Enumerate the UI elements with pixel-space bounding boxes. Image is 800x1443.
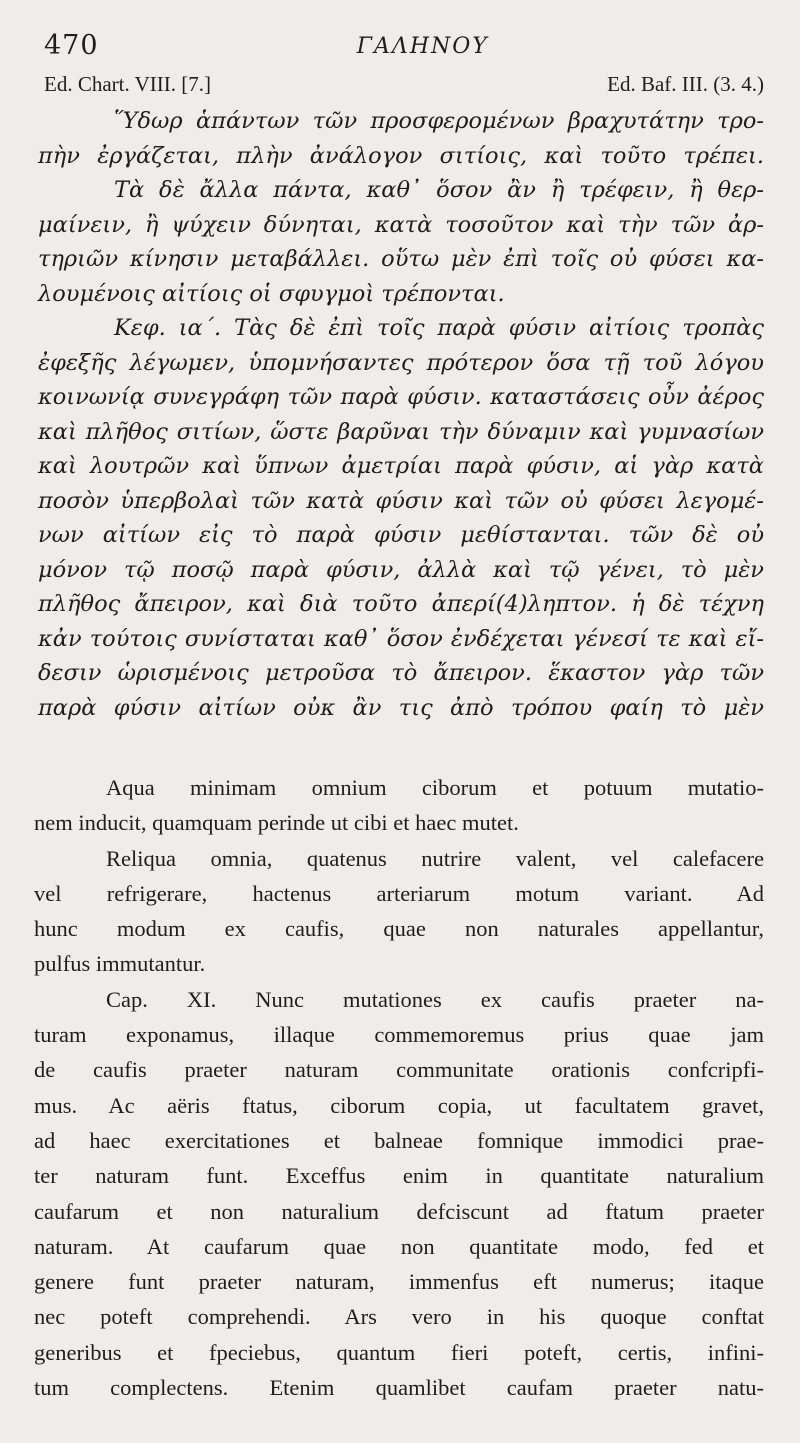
latin-line: Cap. XI. Nunc mutationes ex caufis praeter na- [106,986,764,1012]
greek-line: καὶ πλῆθος σιτίων, ὥστε βαρῦναι τὴν δύναμιν καὶ γυμνασίων [38,418,764,445]
latin-line: naturam. At caufarum quae non quantitate modo, fed et [34,1233,764,1259]
latin-line: vel refrigerare, hactenus arteriarum motum variant. Ad [34,880,764,906]
latin-line: pulfus immutantur. [34,951,206,977]
greek-line: μαίνειν, ἢ ψύχειν δύνηται, κατὰ τοσοῦτον καὶ τὴν τῶν ἀρ- [38,211,764,238]
latin-line: Reliqua omnia, quatenus nutrire valent, vel calefacere [106,845,764,871]
greek-line: ἐφεξῆς λέγωμεν, ὑπομνήσαντες πρότερον ὅσα τῇ τοῦ λόγου [38,349,764,376]
greek-text [38,104,764,725]
latin-line: ad haec exercitationes et balneae fomnique immodici prae- [34,1127,764,1153]
greek-line: νων αἰτίων εἰς τὸ παρὰ φύσιν μεθίστανται. τῶν δὲ οὐ [38,522,764,548]
greek-line: Τὰ δὲ ἄλλα πάντα, καθ᾽ ὅσον ἂν ἢ τρέφειν, ἢ θερ- [114,177,764,203]
latin-line: ter naturam funt. Exceffus enim in quantitate naturalium [34,1163,764,1189]
latin-line: tum complectens. Etenim quamlibet caufam praeter natu- [34,1375,764,1401]
greek-line: Κεφ. ια΄. Τὰς δὲ ἐπὶ τοῖς παρὰ φύσιν αἰτίοις τροπὰς [114,315,764,341]
greek-line: Ὕδωρ ἁπάντων τῶν προσφερομένων βραχυτάτην τρο- [114,108,764,134]
greek-line: πλῆθος ἄπειρον, καὶ διὰ τοῦτο ἀπερί(4)ληπτον. ἡ δὲ τέχνη [38,591,764,617]
greek-line: πὴν ἐργάζεται, πλὴν ἀνάλογον σιτίοις, καὶ τοῦτο τρέπει. [38,142,764,169]
latin-line: de caufis praeter naturam communitate orationis confcripfi- [34,1057,764,1083]
latin-line: genere funt praeter naturam, immenfus eft numerus; itaque [34,1269,764,1295]
edition-basel: Ed. Baf. III. (3. 4.) [607,72,764,96]
latin-line: caufarum et non naturalium defciscunt ad ftatum praeter [34,1198,764,1224]
latin-line: hunc modum ex caufis, quae non naturales appellantur, [34,916,764,942]
latin-translation [34,770,764,1405]
page-header [44,26,762,66]
greek-line: μόνον τῷ ποσῷ παρὰ φύσιν, ἀλλὰ καὶ τῷ γένει, τὸ μὲν [38,556,764,583]
latin-line: Aqua minimam omnium ciborum et potuum mutatio- [106,775,764,800]
latin-line: generibus et fpeciebus, quantum fieri poteft, certis, infini- [34,1339,764,1365]
greek-line: κἀν τούτοις συνίσταται καθ᾽ ὅσον ἐνδέχεται γένεσί τε καὶ εἴ- [38,625,764,652]
running-title: ΓΑΛΗΝΟΥ [356,34,489,59]
greek-line: ποσὸν ὑπερβολαὶ τῶν κατὰ φύσιν καὶ τῶν οὐ φύσει λεγομέ- [38,487,764,514]
greek-line: κοινωνίᾳ συνεγράφη τῶν παρὰ φύσιν. καταστάσεις οὖν ἀέρος [38,384,764,410]
greek-line: τηριῶν κίνησιν μεταβάλλει. οὕτω μὲν ἐπὶ τοῖς οὐ φύσει κα- [38,246,764,272]
edition-chartier: Ed. Chart. VIII. [7.] [44,72,211,96]
latin-line: turam exponamus, illaque commemoremus prius quae jam [34,1022,764,1048]
greek-line: παρὰ φύσιν αἰτίων οὐκ ἂν τις ἀπὸ τρόπου φαίη τὸ μὲν [38,694,764,721]
page-number: 470 [44,30,99,61]
greek-line: λουμένοις αἰτίοις οἱ σφυγμοὶ τρέπονται. [38,280,505,307]
latin-line: nec poteft comprehendi. Ars vero in his quoque conftat [34,1304,764,1330]
latin-line: nem inducit, quamquam perinde ut cibi et haec mutet. [34,810,519,836]
latin-line: mus. Ac aëris ftatus, ciborum copia, ut facultatem gravet, [34,1092,764,1118]
greek-line: καὶ λουτρῶν καὶ ὕπνων ἀμετρίαι παρὰ φύσιν, αἱ γὰρ κατὰ [38,453,764,479]
greek-line: δεσιν ὡρισμένοις μετροῦσα τὸ ἄπειρον. ἕκαστον γὰρ τῶν [38,660,764,686]
